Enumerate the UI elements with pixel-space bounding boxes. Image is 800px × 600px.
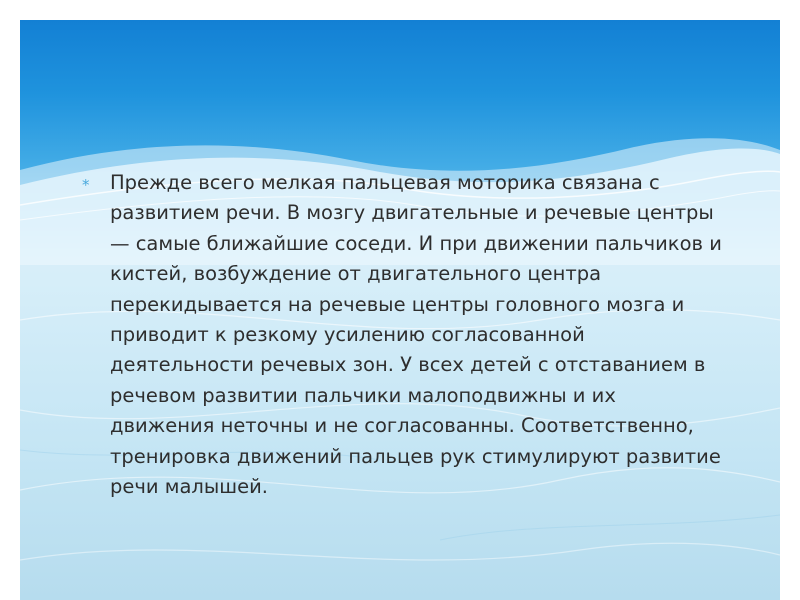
- bullet-item: [82, 168, 722, 502]
- body-paragraph: Прежде всего мелкая пальцевая моторика связана с развитием речи. В мозгу двигательные и речевые центры — самые ближайшие соседи. И при движении пальчиков и кистей, возбуждение от двигательного центра перекидывается на речевые центры головного мозга и приводит к резкому усилению согласованной деятельности речевых зон. У всех детей с отставанием в речевом развитии пальчики малоподвижны и их движения неточны и не согласованны. Соответственно, тренировка движений пальцев рук стимулируют развитие речи малышей.: [110, 171, 722, 499]
- slide: [20, 20, 780, 600]
- slide-content: [82, 168, 722, 502]
- bullet-marker: *: [82, 176, 90, 194]
